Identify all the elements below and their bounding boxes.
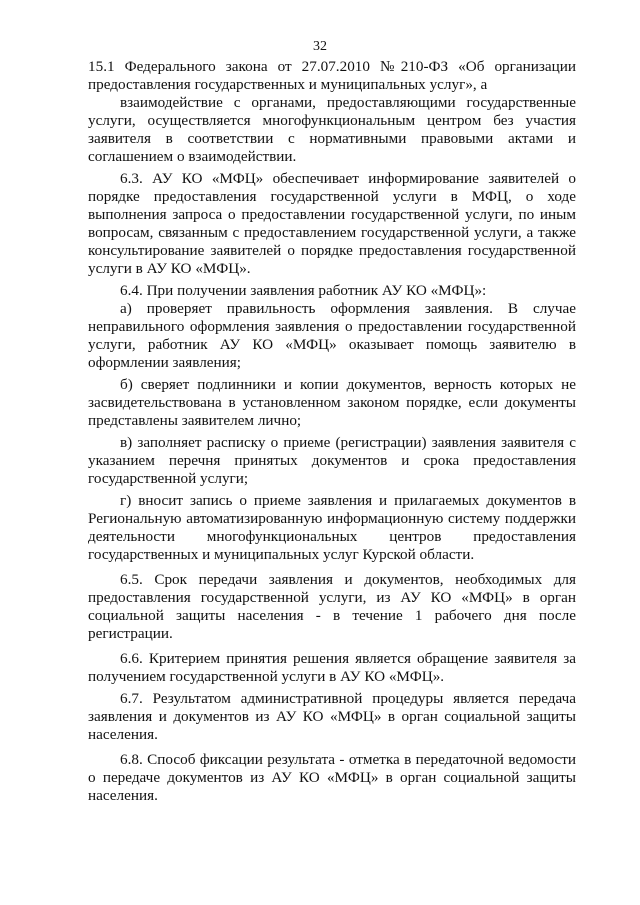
document-body: [88, 58, 576, 805]
paragraph-interaction: взаимодействие с органами, предоставляющими государственные услуги, осуществляется многофункциональным центром без участия заявителя в соответствии с нормативными правовыми актами и соглашением о взаимодействии.: [88, 94, 576, 165]
paragraph-6-3: 6.3. АУ КО «МФЦ» обеспечивает информирование заявителей о порядке предоставления государственной услуги в МФЦ, о ходе выполнения запроса о предоставлении государственной услуги, по иным вопросам, связанным с предоставлением государственной услуги, а также консультирование заявителей о порядке предоставления государственной услуги в АУ КО «МФЦ».: [88, 170, 576, 277]
paragraph-6-6: 6.6. Критерием принятия решения является обращение заявителя за получением государственной услуги в АУ КО «МФЦ».: [88, 650, 576, 685]
paragraph-6-7: 6.7. Результатом административной процедуры является передача заявления и документов из АУ КО «МФЦ» в орган социальной защиты населения.: [88, 690, 576, 743]
paragraph-law-reference: 15.1 Федерального закона от 27.07.2010 №210-ФЗ «Об организации предоставления государственных и муниципальных услуг», а: [88, 58, 576, 93]
paragraph-6-5: 6.5. Срок передачи заявления и документов, необходимых для предоставления государственной услуги, из АУ КО «МФЦ» в орган социальной защиты населения - в течение 1 рабочего дня после регистрации.: [88, 571, 576, 642]
paragraph-6-4: 6.4. При получении заявления работник АУ КО «МФЦ»:: [120, 282, 487, 299]
paragraph-6-4-g: г) вносит запись о приеме заявления и прилагаемых документов в Региональную автоматизированную информационную систему поддержки деятельности многофункциональных центров предоставления государственных и муниципальных услуг Курской области.: [88, 492, 576, 563]
paragraph-6-4-b: б) сверяет подлинники и копии документов, верность которых не засвидетельствована в установленном законом порядке, если документы представлены заявителем лично;: [88, 376, 576, 429]
paragraph-6-8: 6.8. Способ фиксации результата - отметка в передаточной ведомости о передаче документов из АУ КО «МФЦ» в орган социальной защиты населения.: [88, 751, 576, 804]
page-number: 32: [313, 39, 327, 54]
paragraph-6-4-v: в) заполняет расписку о приеме (регистрации) заявления заявителя с указанием перечня принятых документов и срока предоставления государственной услуги;: [88, 434, 576, 487]
paragraph-6-4-a: а) проверяет правильность оформления заявления. В случае неправильного оформления заявления о предоставлении государственной услуги, работник АУ КО «МФЦ» оказывает помощь заявителю в оформлении заявления;: [88, 300, 576, 371]
